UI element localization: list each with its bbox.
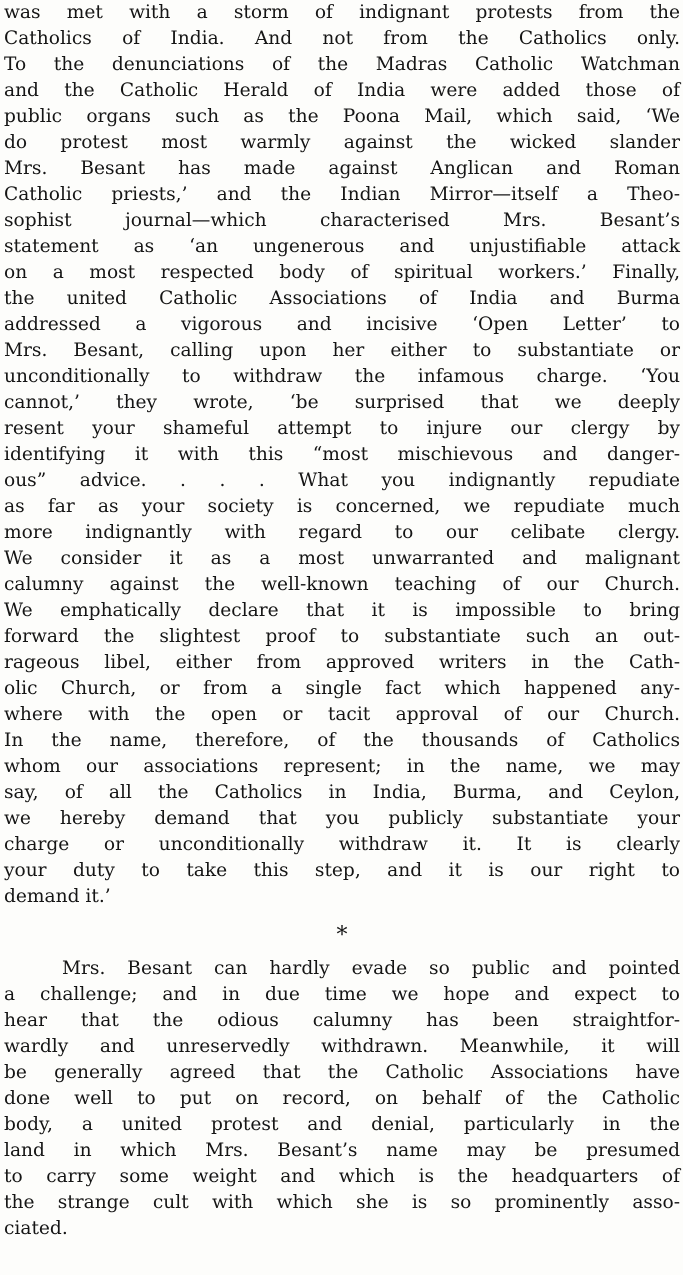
text-line: body, a united protest and denial, particularly in the xyxy=(4,1114,680,1135)
text-line: forward the slightest proof to substantiate such an out- xyxy=(4,626,680,647)
text-line: Mrs. Besant can hardly evade so public and pointed xyxy=(62,958,680,979)
text-line: as far as your society is concerned, we repudiate much xyxy=(4,496,680,517)
text-line: ciated. xyxy=(4,1218,68,1239)
text-line: demand it.’ xyxy=(4,886,111,907)
text-line: We consider it as a most unwarranted and malignant xyxy=(4,548,680,569)
text-line: on a most respected body of spiritual workers.’ Finally, xyxy=(4,262,680,283)
article-text xyxy=(4,0,680,1242)
text-line: sophist journal—which characterised Mrs. Besant’s xyxy=(4,210,680,231)
text-line: a challenge; and in due time we hope and expect to xyxy=(4,984,680,1005)
text-line: Mrs. Besant, calling upon her either to substantiate or xyxy=(4,340,680,361)
text-line: resent your shameful attempt to injure our clergy by xyxy=(4,418,680,439)
text-line: whom our associations represent; in the name, we may xyxy=(4,756,680,777)
text-line: unconditionally to withdraw the infamous charge. ‘You xyxy=(4,366,680,387)
text-line: We emphatically declare that it is impossible to bring xyxy=(4,600,680,621)
text-line: be generally agreed that the Catholic Associations have xyxy=(4,1062,680,1083)
text-line: rageous libel, either from approved writers in the Cath- xyxy=(4,652,680,673)
text-line: cannot,’ they wrote, ‘be surprised that we deeply xyxy=(4,392,680,413)
text-line: and the Catholic Herald of India were added those of xyxy=(4,80,680,101)
text-line: olic Church, or from a single fact which happened any- xyxy=(4,678,680,699)
paragraph-commentary xyxy=(4,956,680,1242)
text-line: calumny against the well-known teaching of our Church. xyxy=(4,574,680,595)
text-line: hear that the odious calumny has been straightfor- xyxy=(4,1010,680,1031)
text-line: do protest most warmly against the wicked slander xyxy=(4,132,680,153)
text-line: the united Catholic Associations of India and Burma xyxy=(4,288,680,309)
text-line: was met with a storm of indignant protests from the xyxy=(4,2,680,23)
text-line: land in which Mrs. Besant’s name may be presumed xyxy=(4,1140,680,1161)
text-line: In the name, therefore, of the thousands of Catholics xyxy=(4,730,680,751)
text-line: where with the open or tacit approval of our Church. xyxy=(4,704,680,725)
text-line: public organs such as the Poona Mail, which said, ‘We xyxy=(4,106,680,127)
text-line: we hereby demand that you publicly substantiate your xyxy=(4,808,680,829)
text-line: ous” advice. . . . What you indignantly repudiate xyxy=(4,470,680,491)
text-line: Mrs. Besant has made against Anglican and Roman xyxy=(4,158,680,179)
text-line: more indignantly with regard to our celibate clergy. xyxy=(4,522,680,543)
text-line: To the denunciations of the Madras Catholic Watchman xyxy=(4,54,680,75)
paragraph-protests xyxy=(4,0,680,910)
section-separator: * xyxy=(336,923,348,948)
text-line: done well to put on record, on behalf of the Catholic xyxy=(4,1088,680,1109)
text-line: Catholic priests,’ and the Indian Mirror—itself a Theo- xyxy=(4,184,680,205)
text-line: statement as ‘an ungenerous and unjustifiable attack xyxy=(4,236,680,257)
text-line: charge or unconditionally withdraw it. It is clearly xyxy=(4,834,680,855)
text-line: say, of all the Catholics in India, Burma, and Ceylon, xyxy=(4,782,680,803)
text-line: wardly and unreservedly withdrawn. Meanwhile, it will xyxy=(4,1036,680,1057)
text-line: your duty to take this step, and it is our right to xyxy=(4,860,680,881)
text-line: addressed a vigorous and incisive ‘Open Letter’ to xyxy=(4,314,680,335)
text-line: identifying it with this “most mischievous and danger- xyxy=(4,444,680,465)
text-line: to carry some weight and which is the headquarters of xyxy=(4,1166,680,1187)
text-line: Catholics of India. And not from the Catholics only. xyxy=(4,28,680,49)
text-line: the strange cult with which she is so prominently asso- xyxy=(4,1192,680,1213)
